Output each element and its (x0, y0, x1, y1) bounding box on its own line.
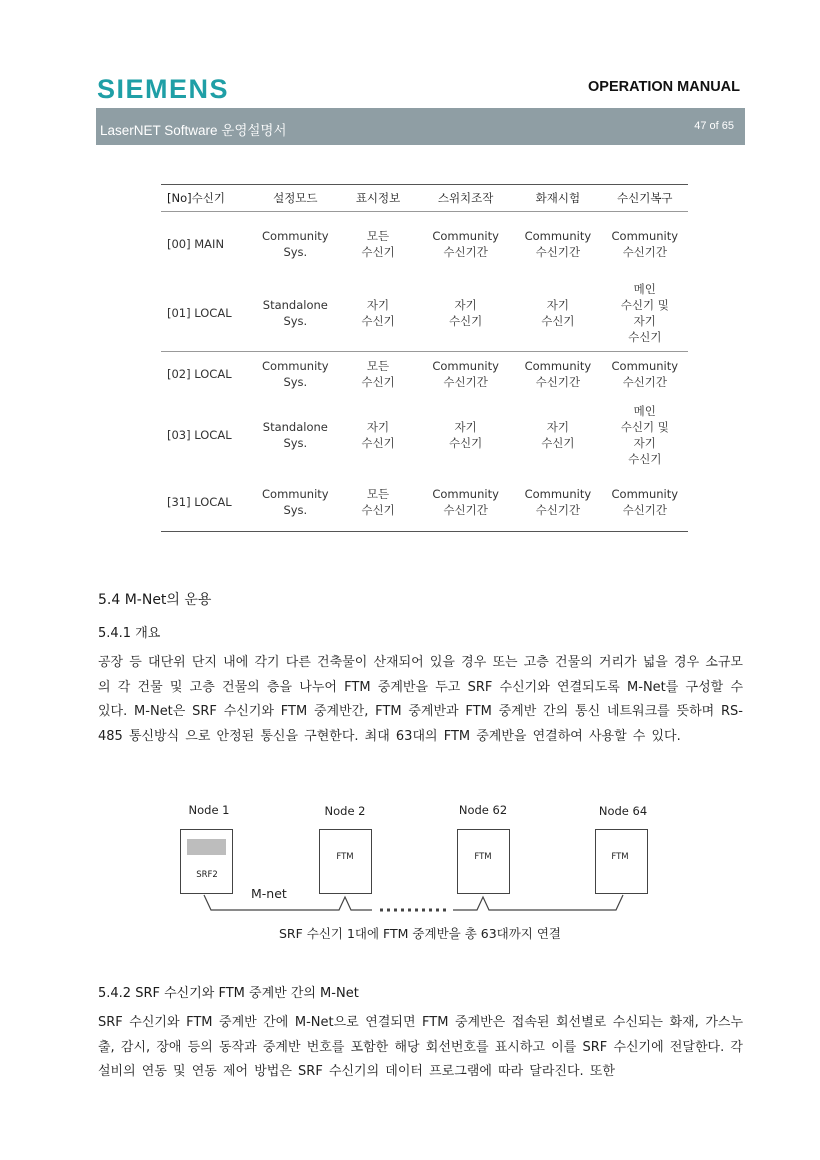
mnet-diagram (0, 790, 820, 960)
mnet-label: M-net (251, 886, 287, 901)
table-cell: [31] LOCAL (161, 473, 252, 532)
document-title: OPERATION MANUAL (588, 79, 740, 95)
siemens-logo: SIEMENS (97, 74, 230, 104)
table-cell: [02] LOCAL (161, 352, 252, 397)
node-label: Node 1 (188, 803, 230, 817)
table-cell: Community 수신기간 (514, 352, 601, 397)
table-cell: [03] LOCAL (167, 427, 232, 442)
table-cell: [00] MAIN (167, 236, 225, 251)
table-cell: Community 수신기간 (514, 473, 601, 532)
node-box-label: FTM (611, 852, 629, 862)
table-cell: Community 수신기간 (417, 352, 514, 397)
overview-paragraph: 공장 등 대단위 단지 내에 각기 다른 건축물이 산재되어 있을 경우 또는 고층 건물의 거리가 넓을 경우 소규모의 각 건물 및 고층 건물의 층을 나누어 FTM 중계반을 두고 SRF 수신기와 연결되도록 M-Net를 구성할 수 있다. M-Net은 SRF 수신기와 FTM 중계반간, FTM 중계반과 FTM 중계반 간의 통신 네트워크를 뜻하며 RS-485 통신방식 으로 안정된 통신을 구현한다. 최대 63대의 FTM 중계반을 연결하여 사용할 수 있다. (98, 655, 743, 744)
header-bar (96, 108, 745, 145)
table-cell: Community 수신기간 (524, 228, 592, 259)
table-header-row (161, 185, 688, 212)
table-cell: 메인 수신기 및 자기 수신기 (620, 403, 669, 466)
subsection-title-overview: 5.4.1 개요 (98, 626, 161, 641)
table-row (161, 397, 688, 473)
table-cell: Community 수신기간 (417, 473, 514, 532)
table-cell: 자기 수신기 (361, 298, 395, 329)
table-cell: [01] LOCAL (167, 306, 232, 321)
node-label: Node 64 (598, 804, 648, 818)
table-cell: 자기 수신기 (541, 298, 575, 329)
node-label: Node 62 (458, 803, 508, 817)
table-header-cell: 설정모드 (252, 185, 339, 212)
table-header-cell: 표시정보 (339, 185, 417, 212)
table-cell: 자기 수신기 (541, 419, 575, 450)
section-title: 5.4 M-Net의 운용 (98, 592, 212, 608)
table-header-cell: [No]수신기 (161, 185, 252, 212)
table-cell: Community 수신기간 (432, 228, 499, 259)
node-box-label: FTM (336, 852, 354, 862)
receiver-mode-table (161, 184, 688, 532)
table-cell: 메인 수신기 및 자기 수신기 (620, 282, 669, 345)
table-cell: Community 수신기간 (602, 473, 688, 532)
table-header-cell: 화재시험 (514, 185, 601, 212)
table-row (161, 473, 688, 532)
table-cell: Community Sys. (252, 352, 339, 397)
table-cell: Standalone Sys. (262, 419, 328, 450)
table-cell: Community 수신기간 (611, 228, 679, 259)
diagram-caption: SRF 수신기 1대에 FTM 중계반을 총 63대까지 연결 (279, 926, 561, 941)
table-row (161, 352, 688, 397)
node-box-label: SRF2 (196, 870, 218, 880)
table-cell: Community Sys. (262, 228, 329, 259)
table-header-cell: 스위치조작 (417, 185, 514, 212)
mnet-line (204, 895, 372, 910)
table-cell: 모든 수신기 (361, 228, 395, 259)
table-cell: 자기 수신기 (448, 419, 483, 450)
table-cell: Community 수신기간 (602, 352, 688, 397)
document-subtitle: LaserNET Software 운영설명서 (100, 123, 287, 138)
node-box-label: FTM (474, 852, 492, 862)
table-row (161, 212, 688, 276)
table-row (161, 276, 688, 352)
table-cell: 자기 수신기 (361, 419, 395, 450)
receiver-display (187, 839, 226, 855)
table-cell: Standalone Sys. (262, 298, 328, 329)
node-label: Node 2 (324, 804, 366, 818)
table-cell: 자기 수신기 (448, 298, 483, 329)
table-cell: 모든 수신기 (339, 473, 417, 532)
page-number: 47 of 65 (694, 120, 734, 132)
table-header-cell: 수신기복구 (602, 185, 688, 212)
mnet-line (453, 895, 623, 910)
subsection-title-mnet: 5.4.2 SRF 수신기와 FTM 중계반 간의 M-Net (98, 986, 359, 1001)
table-cell: 모든 수신기 (339, 352, 417, 397)
table-cell: Community Sys. (252, 473, 339, 532)
mnet-paragraph: SRF 수신기와 FTM 중계반 간에 M-Net으로 연결되면 FTM 중계반은 접속된 회선별로 수신되는 화재, 가스누출, 감시, 장애 등의 동작과 중계반 번호를 포함한 해당 회선번호를 표시하고 이를 SRF 수신기에 전달한다. 각 설비의 연동 및 연동 제어 방법은 SRF 수신기의 데이터 프로그램에 따라 달라진다. 또한 (98, 1015, 743, 1079)
